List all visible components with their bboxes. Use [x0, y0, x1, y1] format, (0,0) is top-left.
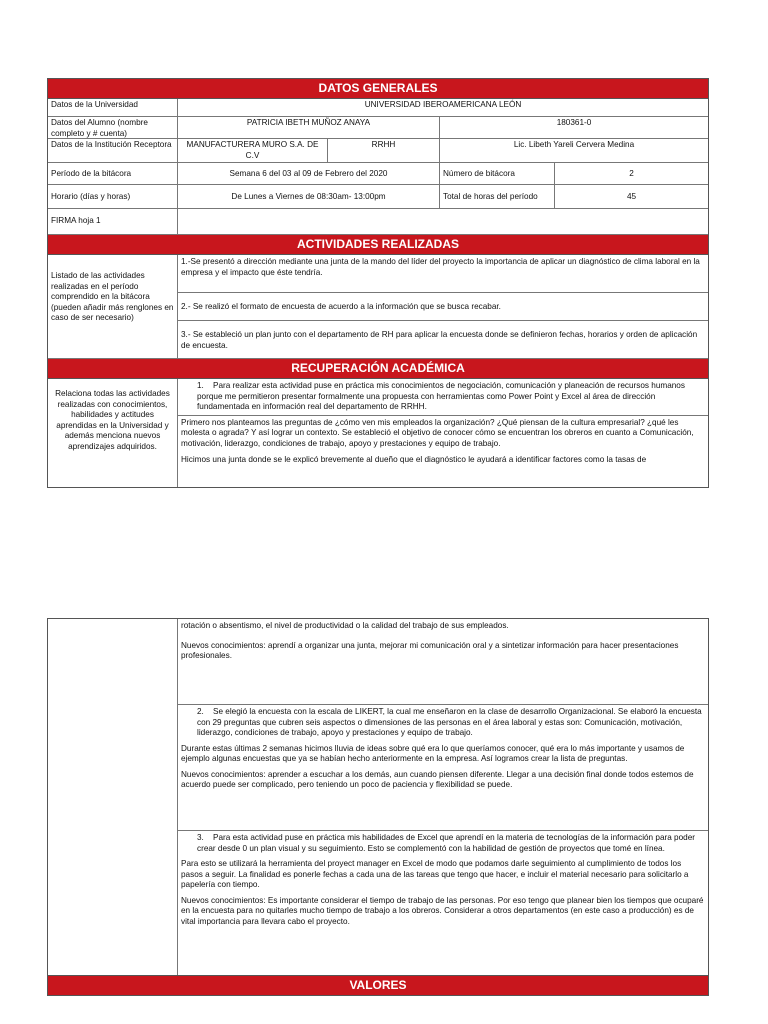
recuperacion-content-page1	[178, 379, 708, 487]
firma-value	[178, 209, 708, 234]
recuperacion-label: Relaciona todas las actividades realizadas con conocimientos, habilidades y actitudes aprendidas en la Universidad y además menciona nuevos aprendizajes adquiridos.	[48, 379, 178, 487]
numero-value: 2	[629, 169, 634, 178]
institucion-label: Datos de la Institución Receptora	[48, 139, 178, 162]
total-label: Total de horas del período	[440, 185, 555, 208]
page-2-table	[47, 618, 709, 996]
item-2-text: Se elegió la encuesta con la escala de LIKERT, la cual me enseñaron en la clase de desarrollo Organizacional. Se elaboró la encuesta con 29 preguntas que cubren seis aspectos o dimensiones de las personas en el área laboral y estas son: Comunicación, motivación, liderazgo, condiciones de trabajo, apoyo y prestaciones y equipo de trabajo.	[197, 707, 702, 737]
actividades-label: Listado de las actividades realizadas en el período comprendido en la bitácora (pueden añadir más renglones en caso de ser necesario)	[48, 255, 178, 358]
alumno-cuenta: 180361-0	[556, 118, 592, 127]
actividad-item-2: 2.- Se realizó el formato de encuesta de acuerdo a la información que se busca recabar.	[178, 293, 708, 321]
item-3-number: 3.	[197, 833, 204, 842]
horario-label: Horario (días y horas)	[48, 185, 178, 208]
alumno-row	[48, 117, 708, 139]
firma-row	[48, 209, 708, 235]
periodo-value: Semana 6 del 03 al 09 de Febrero del 2020	[178, 163, 440, 184]
alumno-name: PATRICIA IBETH MUÑOZ ANAYA	[178, 117, 440, 138]
valores-header: VALORES	[48, 975, 708, 996]
recuperacion-row-page1	[48, 379, 708, 487]
horario-row	[48, 185, 708, 209]
firma-label: FIRMA hoja 1	[48, 209, 178, 234]
recuperacion-content-page2	[178, 619, 708, 975]
periodo-row	[48, 163, 708, 185]
actividad-item-3: 3.- Se estableció un plan junto con el departamento de RH para aplicar la encuesta donde se definieron fechas, horarios y orden de aplicación de encuesta.	[181, 330, 698, 350]
recuperacion-header: RECUPERACIÓN ACADÉMICA	[48, 359, 708, 379]
item-2-number: 2.	[197, 707, 204, 716]
recuperacion-block-2	[178, 705, 708, 831]
universidad-row	[48, 99, 708, 117]
recuperacion-block-1	[178, 619, 708, 705]
alumno-label: Datos del Alumno (nombre completo y # cuenta)	[48, 117, 178, 138]
recuperacion-item-1	[178, 379, 708, 416]
horario-value: De Lunes a Viernes de 08:30am- 13:00pm	[178, 185, 440, 208]
actividades-list	[178, 255, 708, 358]
periodo-label: Período de la bitácora	[48, 163, 178, 184]
institucion-name: MANUFACTURERA MURO S.A. DE C.V	[178, 139, 328, 162]
actividades-header: ACTIVIDADES REALIZADAS	[48, 235, 708, 255]
paragraph-6: Para esto se utilizará la herramienta del proyect manager en Excel de modo que podamos darle seguimiento al cumplimiento de todos los pasos a seguir. La finalidad es ponerle fechas a cada una de las tareas que tengo que hacer, e incluir el material necesario para solicitarlo a papelería con tiempo.	[181, 859, 689, 889]
total-value: 45	[626, 192, 637, 201]
institucion-area: RRHH	[328, 139, 440, 162]
paragraph-2-start: Hicimos una junta donde se le explicó brevemente al dueño que el diagnóstico le ayudará a identificar factores como la tasas de	[181, 455, 647, 464]
recuperacion-block-3	[178, 831, 708, 975]
item-1-number: 1.	[197, 381, 204, 390]
item-3-text: Para esta actividad puse en práctica mis habilidades de Excel que aprendí en la materia de tecnologías de la información para poder crear desde 0 un plan visual y su seguimiento. Esto se complementó con la habilidad de gestión de proyectos que tomé en línea.	[197, 833, 695, 853]
actividades-row	[48, 255, 708, 359]
paragraph-4: Durante estas últimas 2 semanas hicimos lluvia de ideas sobre qué era lo que queríamos conocer, qué era lo más importante y usamos de ejemplo algunas encuestas que ya se habían hecho anteriormente en la empresa. Así logramos crear la lista de preguntas.	[181, 743, 685, 763]
numero-label: Número de bitácora	[440, 163, 555, 184]
actividad-item-1: 1.-Se presentó a dirección mediante una junta de la mando del líder del proyecto la importancia de aplicar un diagnóstico de clima laboral en la empresa y el impacto que éste tendría.	[178, 255, 708, 293]
institucion-row	[48, 139, 708, 163]
paragraph-2-cont: rotación o absentismo, el nivel de productividad o la calidad del trabajo de sus empleados.	[181, 621, 509, 630]
recuperacion-paragraph-1	[178, 416, 708, 468]
paragraph-7: Nuevos conocimientos: Es importante considerar el tiempo de trabajo de las personas. Por eso tengo que planear bien los tiempos que ocuparé en la encuesta para no quitarles mucho tiempo de trabajo a los obreros. Considerar a otros departamentos (en este caso a producción) es de vital importancia para llevara cabo el proyecto.	[181, 895, 704, 926]
universidad-value: UNIVERSIDAD IBEROAMERICANA LEÓN	[364, 100, 522, 109]
paragraph-3: Nuevos conocimientos: aprendí a organizar una junta, mejorar mi comunicación oral y a sintetizar información para hacer presentaciones profesionales.	[181, 640, 679, 660]
page-1-table	[47, 78, 709, 488]
recuperacion-label-cont	[48, 619, 178, 975]
paragraph-5: Nuevos conocimientos: aprender a escuchar a los demás, aun cuando piensen diferente. Llegar a una decisión final donde todos estemos de acuerdo puede ser complicado, pero teniendo un poco de paciencia y flexibilidad se puede.	[181, 769, 694, 789]
datos-generales-header: DATOS GENERALES	[48, 79, 708, 99]
universidad-label: Datos de la Universidad	[48, 99, 178, 116]
recuperacion-row-page2	[48, 619, 708, 975]
institucion-contact: Lic. Libeth Yareli Cervera Medina	[513, 140, 635, 149]
item-1-text: Para realizar esta actividad puse en práctica mis conocimientos de negociación, comunicación y planeación de recursos humanos porque me permitieron presentar formalmente una propuesta con herramientas como Power Point y Excel al área de dirección fundamentada en información real del departamento de RRHH.	[197, 381, 685, 411]
paragraph-1: Primero nos planteamos las preguntas de ¿cómo ven mis empleados la organización? ¿Qué piensan de la cultura empresarial? ¿qué les molesta o agrada? Y así lograr un contexto. Se estableció el objetivo de conocer cómo se encuentran los obreros en cuanto a Comunicación, motivación, liderazgo, condiciones de trabajo, apoyo y prestaciones y equipo de trabajo.	[181, 417, 694, 448]
